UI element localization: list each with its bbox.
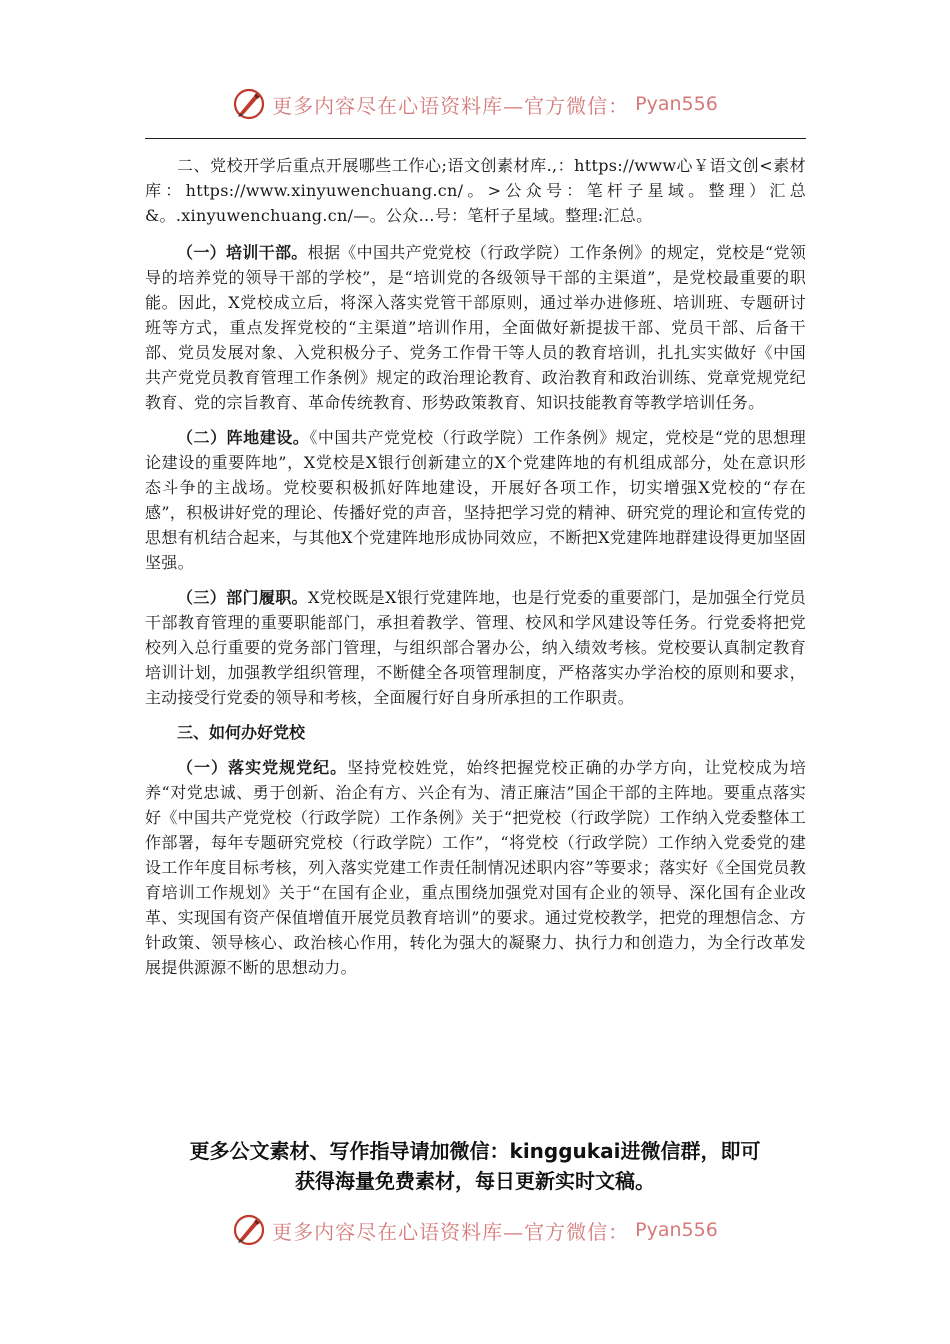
footer-banner-id: Pyan556 [635,1219,718,1241]
section-3-paragraph-1 [145,755,806,980]
document-body [145,153,806,990]
pen-logo-icon [232,87,266,121]
footer-banner-text: 更多内容尽在心语资料库—官方微信： [272,1219,630,1244]
section-lead-1: （一）培训干部。 [177,243,308,262]
promo-notice [140,1136,810,1196]
header-banner-inner [232,87,718,121]
section-lead-3: （三）部门履职。 [177,588,308,607]
footer-banner [0,1208,950,1252]
section-lead-2: （二）阵地建设。 [177,428,310,447]
header-banner [0,82,950,126]
promo-line-2: 获得海量免费素材，每日更新实时文稿。 [295,1169,655,1193]
header-banner-id: Pyan556 [635,93,718,115]
pen-logo-icon [232,1213,266,1247]
footer-banner-inner [232,1213,718,1247]
section-text-2: 《中国共产党党校（行政学院）工作条例》规定，党校是“党的思想理论建设的重要阵地”，X党校是X银行创新建立的X个党建阵地的有机组成部分，处在意识形态斗争的主战场。党校要积极抓好阵地建设，开展好各项工作，切实增强X党校的“存在感”，积极讲好党的理论、传播好党的声音，坚持把学习党的精神、研究党的理论和宣传党的思想有机结合起来，与其他X个党建阵地形成协同效应，不断把X党建阵地群建设得更加坚固坚强。 [145,428,806,572]
section-text-3: X党校既是X银行党建阵地，也是行党委的重要部门，是加强全行党员干部教育管理的重要职能部门，承担着教学、管理、校风和学风建设等任务。行党委将把党校列入总行重要的党务部门管理，与组织部合署办公，纳入绩效考核。党校要认真制定教育培训计划，加强教学组织管理，不断健全各项管理制度，严格落实办学治校的原则和要求，主动接受行党委的领导和考核，全面履行好自身所承担的工作职责。 [145,588,806,707]
header-banner-text: 更多内容尽在心语资料库—官方微信： [272,93,630,118]
section-3-heading: 三、如何办好党校 [177,723,306,742]
section-3-text-1: 坚持党校姓党，始终把握党校正确的办学方向，让党校成为培养“对党忠诚、勇于创新、治企有方、兴企有为、清正廉洁”国企干部的主阵地。要重点落实好《中国共产党党校（行政学院）工作条例》关于“把党校（行政学院）工作纳入党委整体工作部署，每年专题研究党校（行政学院）工作”，“将党校（行政学院）工作纳入党委党的建设工作年度目标考核，列入落实党建工作责任制情况述职内容”等要求；落实好《全国党员教育培训工作规划》关于“在国有企业，重点围绕加强党对国有企业的领导、深化国有企业改革、实现国有资产保值增值开展党员教育培训”的要求。通过党校教学，把党的理想信念、方针政策、领导核心、政治核心作用，转化为强大的凝聚力、执行力和创造力，为全行改革发展提供源源不断的思想动力。 [145,758,806,977]
header-divider [145,138,806,139]
section-3-lead-1: （一）落实党规党纪。 [177,758,348,777]
section-paragraph-3 [145,585,806,710]
promo-line-1: 更多公文素材、写作指导请加微信：kinggukai进微信群，即可 [189,1139,761,1163]
section-text-1: 根据《中国共产党党校（行政学院）工作条例》的规定，党校是“党领导的培养党的领导干部的学校”，是“培训党的各级领导干部的主渠道”，是党校最重要的职能。因此，X党校成立后，将深入落实党管干部原则，通过举办进修班、培训班、专题研讨班等方式，重点发挥党校的“主渠道”培训作用，全面做好新提拔干部、党员干部、后备干部、党员发展对象、入党积极分子、党务工作骨干等人员的教育培训，扎扎实实做好《中国共产党党员教育管理工作条例》规定的政治理论教育、政治教育和政治训练、党章党规党纪教育、党的宗旨教育、革命传统教育、形势政策教育、知识技能教育等教学培训任务。 [145,243,806,412]
section-paragraph-2 [145,425,806,575]
intro-paragraph: 二、党校开学后重点开展哪些工作心;语文创素材库.,：https://www心￥语文创<素材库：https://www.xinyuwenchuang.cn/。>公众号：笔杆子星域。整理）汇总&。.xinyuwenchuang.cn/—。公众…号：笔杆子星域。整理:汇总。 [145,156,806,225]
section-paragraph-1 [145,240,806,415]
